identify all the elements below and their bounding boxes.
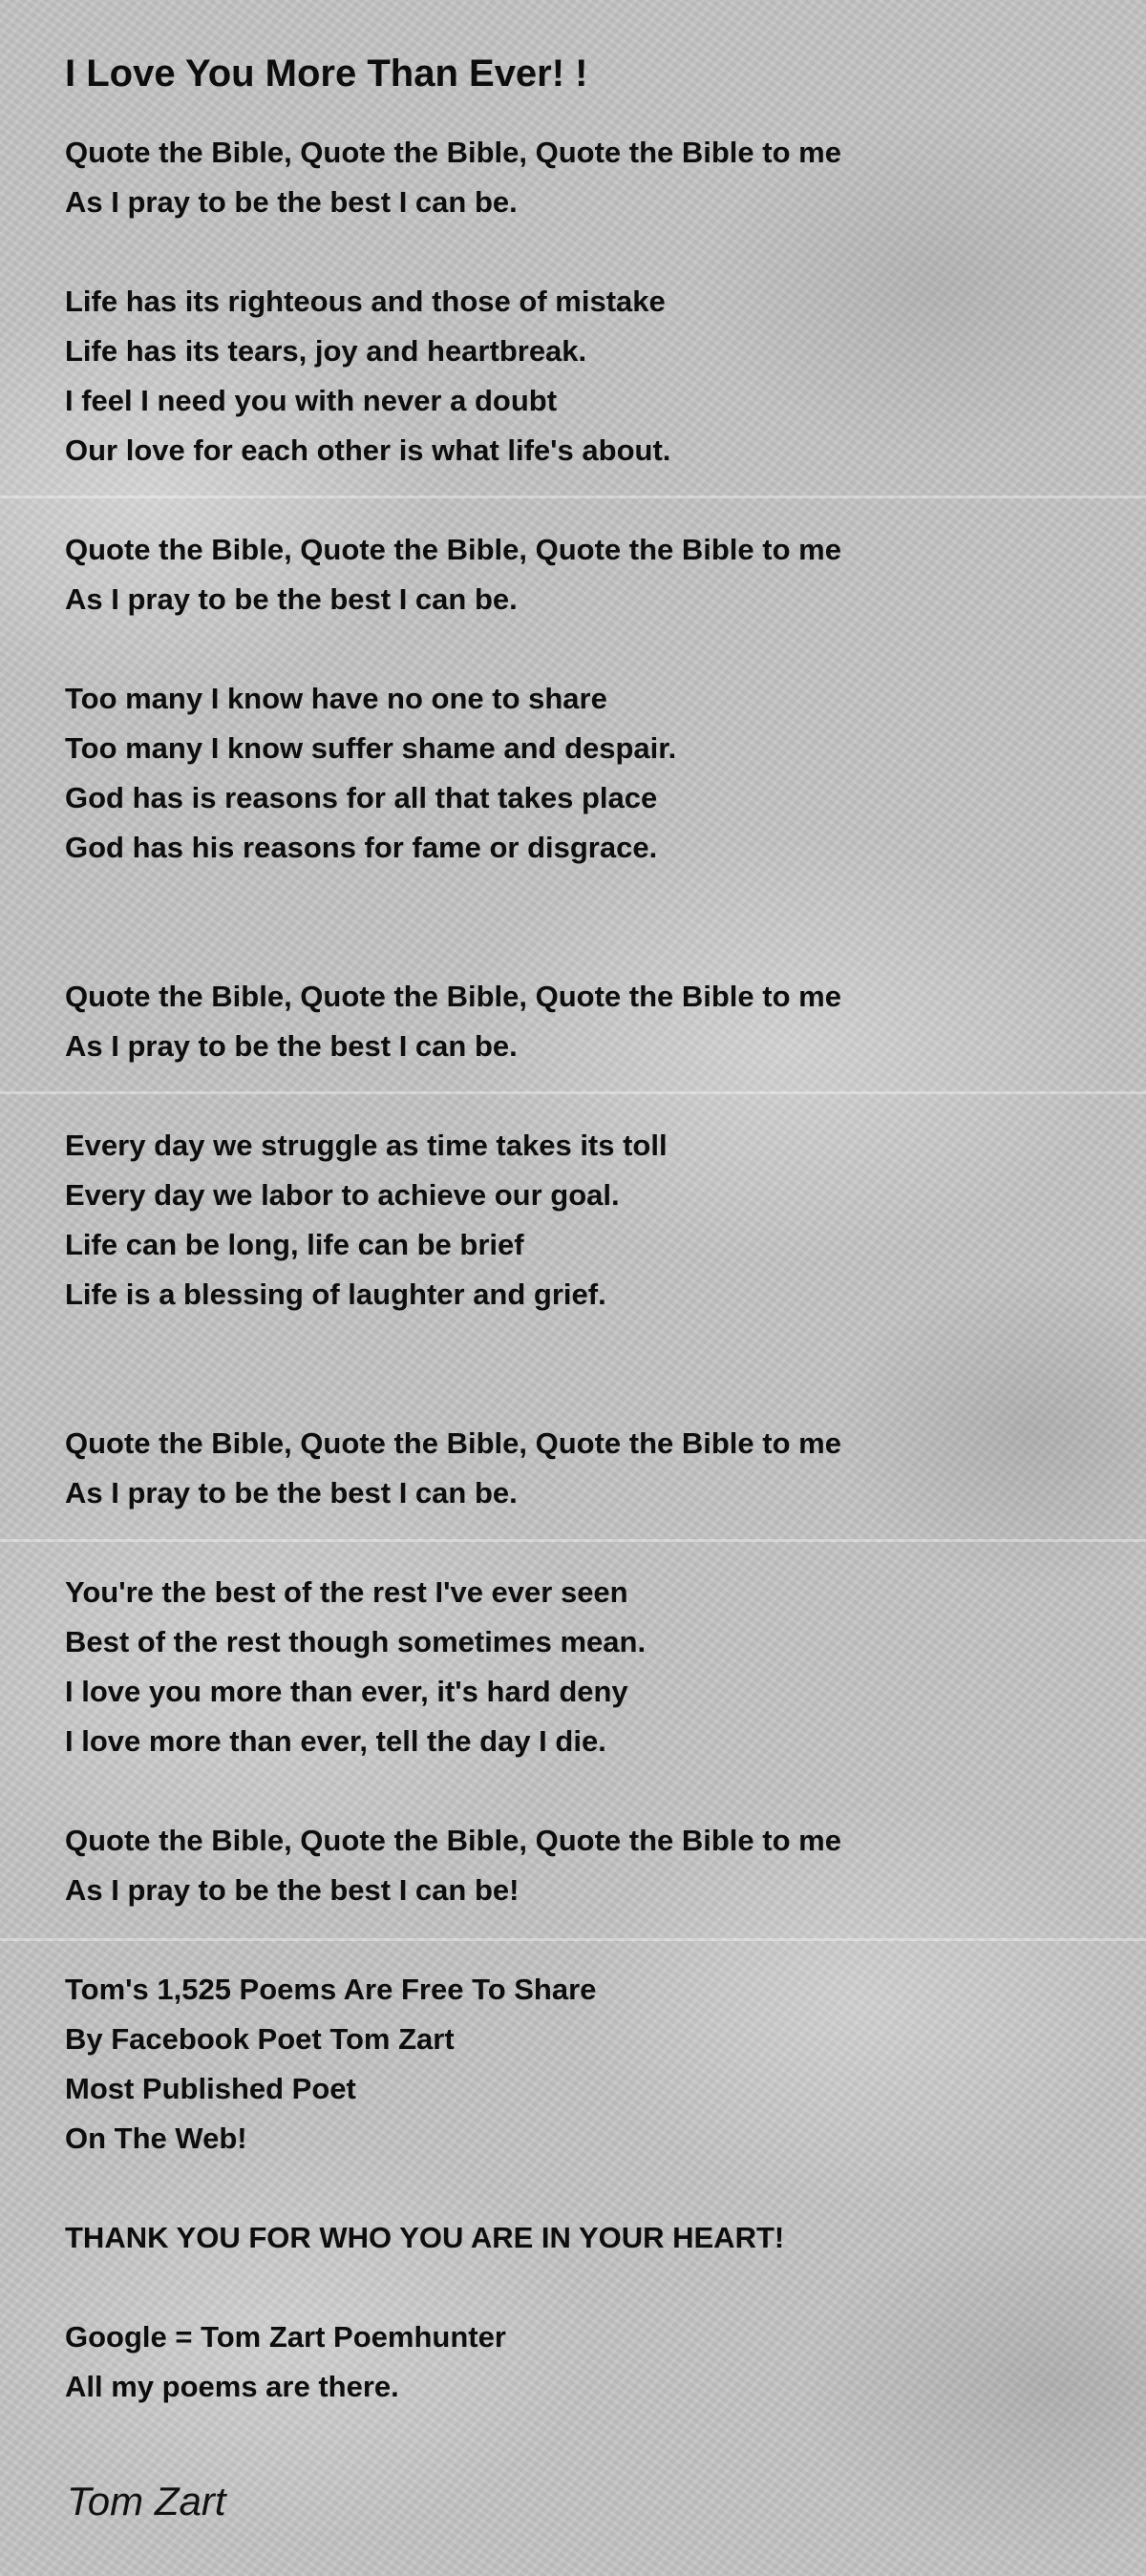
poem-line: Quote the Bible, Quote the Bible, Quote the Bible to me [65, 533, 841, 566]
stanza-gap [65, 873, 1115, 922]
poem-line: You're the best of the rest I've ever seen [65, 1575, 628, 1609]
stanza-gap [65, 2263, 1115, 2312]
author-signature: Tom Zart [67, 2479, 226, 2523]
poem-line: Life has its righteous and those of mistake [65, 285, 666, 318]
poem-line: By Facebook Poet Tom Zart [65, 2022, 455, 2056]
poem-line: Life is a blessing of laughter and grief. [65, 1277, 606, 1311]
poem-line: Quote the Bible, Quote the Bible, Quote the Bible to me [65, 1426, 841, 1460]
poem-line: As I pray to be the best I can be! [65, 1873, 520, 1907]
poem-line: God has is reasons for all that takes place [65, 781, 658, 814]
poem-line: Most Published Poet [65, 2072, 356, 2105]
poem-line: As I pray to be the best I can be. [65, 185, 518, 219]
stanza-gap [65, 1369, 1115, 1419]
poem-line: I love you more than ever, it's hard deny [65, 1675, 628, 1708]
poem-line: Every day we labor to achieve our goal. [65, 1178, 620, 1212]
stanza-gap [65, 475, 1115, 525]
poem-line: Life can be long, life can be brief [65, 1228, 524, 1261]
stanza-gap [65, 922, 1115, 972]
poem-line: Quote the Bible, Quote the Bible, Quote the Bible to me [65, 980, 841, 1013]
poem-line: All my poems are there. [65, 2370, 399, 2403]
poem-line: Google = Tom Zart Poemhunter [65, 2320, 506, 2354]
stanza-gap [65, 1518, 1115, 1568]
poem-line: As I pray to be the best I can be. [65, 1029, 518, 1063]
poem-line: I love more than ever, tell the day I die. [65, 1724, 606, 1758]
poem-line: Tom's 1,525 Poems Are Free To Share [65, 1973, 597, 2006]
stanza-gap [65, 624, 1115, 674]
poem-line: I feel I need you with never a doubt [65, 384, 558, 417]
poem-line: As I pray to be the best I can be. [65, 1476, 518, 1510]
poem-line: God has his reasons for fame or disgrace. [65, 831, 658, 864]
poem-line: Too many I know suffer shame and despair. [65, 731, 677, 765]
poem-line: On The Web! [65, 2122, 247, 2155]
stanza-gap [65, 227, 1115, 277]
poem-line: Every day we struggle as time takes its toll [65, 1129, 668, 1162]
stanza-gap [65, 1320, 1115, 1369]
poem-line: Quote the Bible, Quote the Bible, Quote the Bible to me [65, 136, 841, 169]
poem-line: Quote the Bible, Quote the Bible, Quote the Bible to me [65, 1824, 841, 1857]
poem-body [65, 128, 1115, 2412]
stanza-gap [65, 2164, 1115, 2213]
poem-line: Life has its tears, joy and heartbreak. [65, 334, 587, 368]
stanza-gap [65, 1071, 1115, 1121]
poem-title: I Love You More Than Ever! ! [65, 53, 588, 95]
poem-content [65, 44, 1115, 2412]
poem-line: Too many I know have no one to share [65, 682, 607, 715]
poem-line: THANK YOU FOR WHO YOU ARE IN YOUR HEART! [65, 2221, 785, 2254]
stanza-gap [65, 1915, 1115, 1965]
stanza-gap [65, 1766, 1115, 1816]
poem-line: As I pray to be the best I can be. [65, 582, 518, 616]
poem-line: Best of the rest though sometimes mean. [65, 1625, 647, 1658]
poem-line: Our love for each other is what life's about. [65, 433, 671, 467]
